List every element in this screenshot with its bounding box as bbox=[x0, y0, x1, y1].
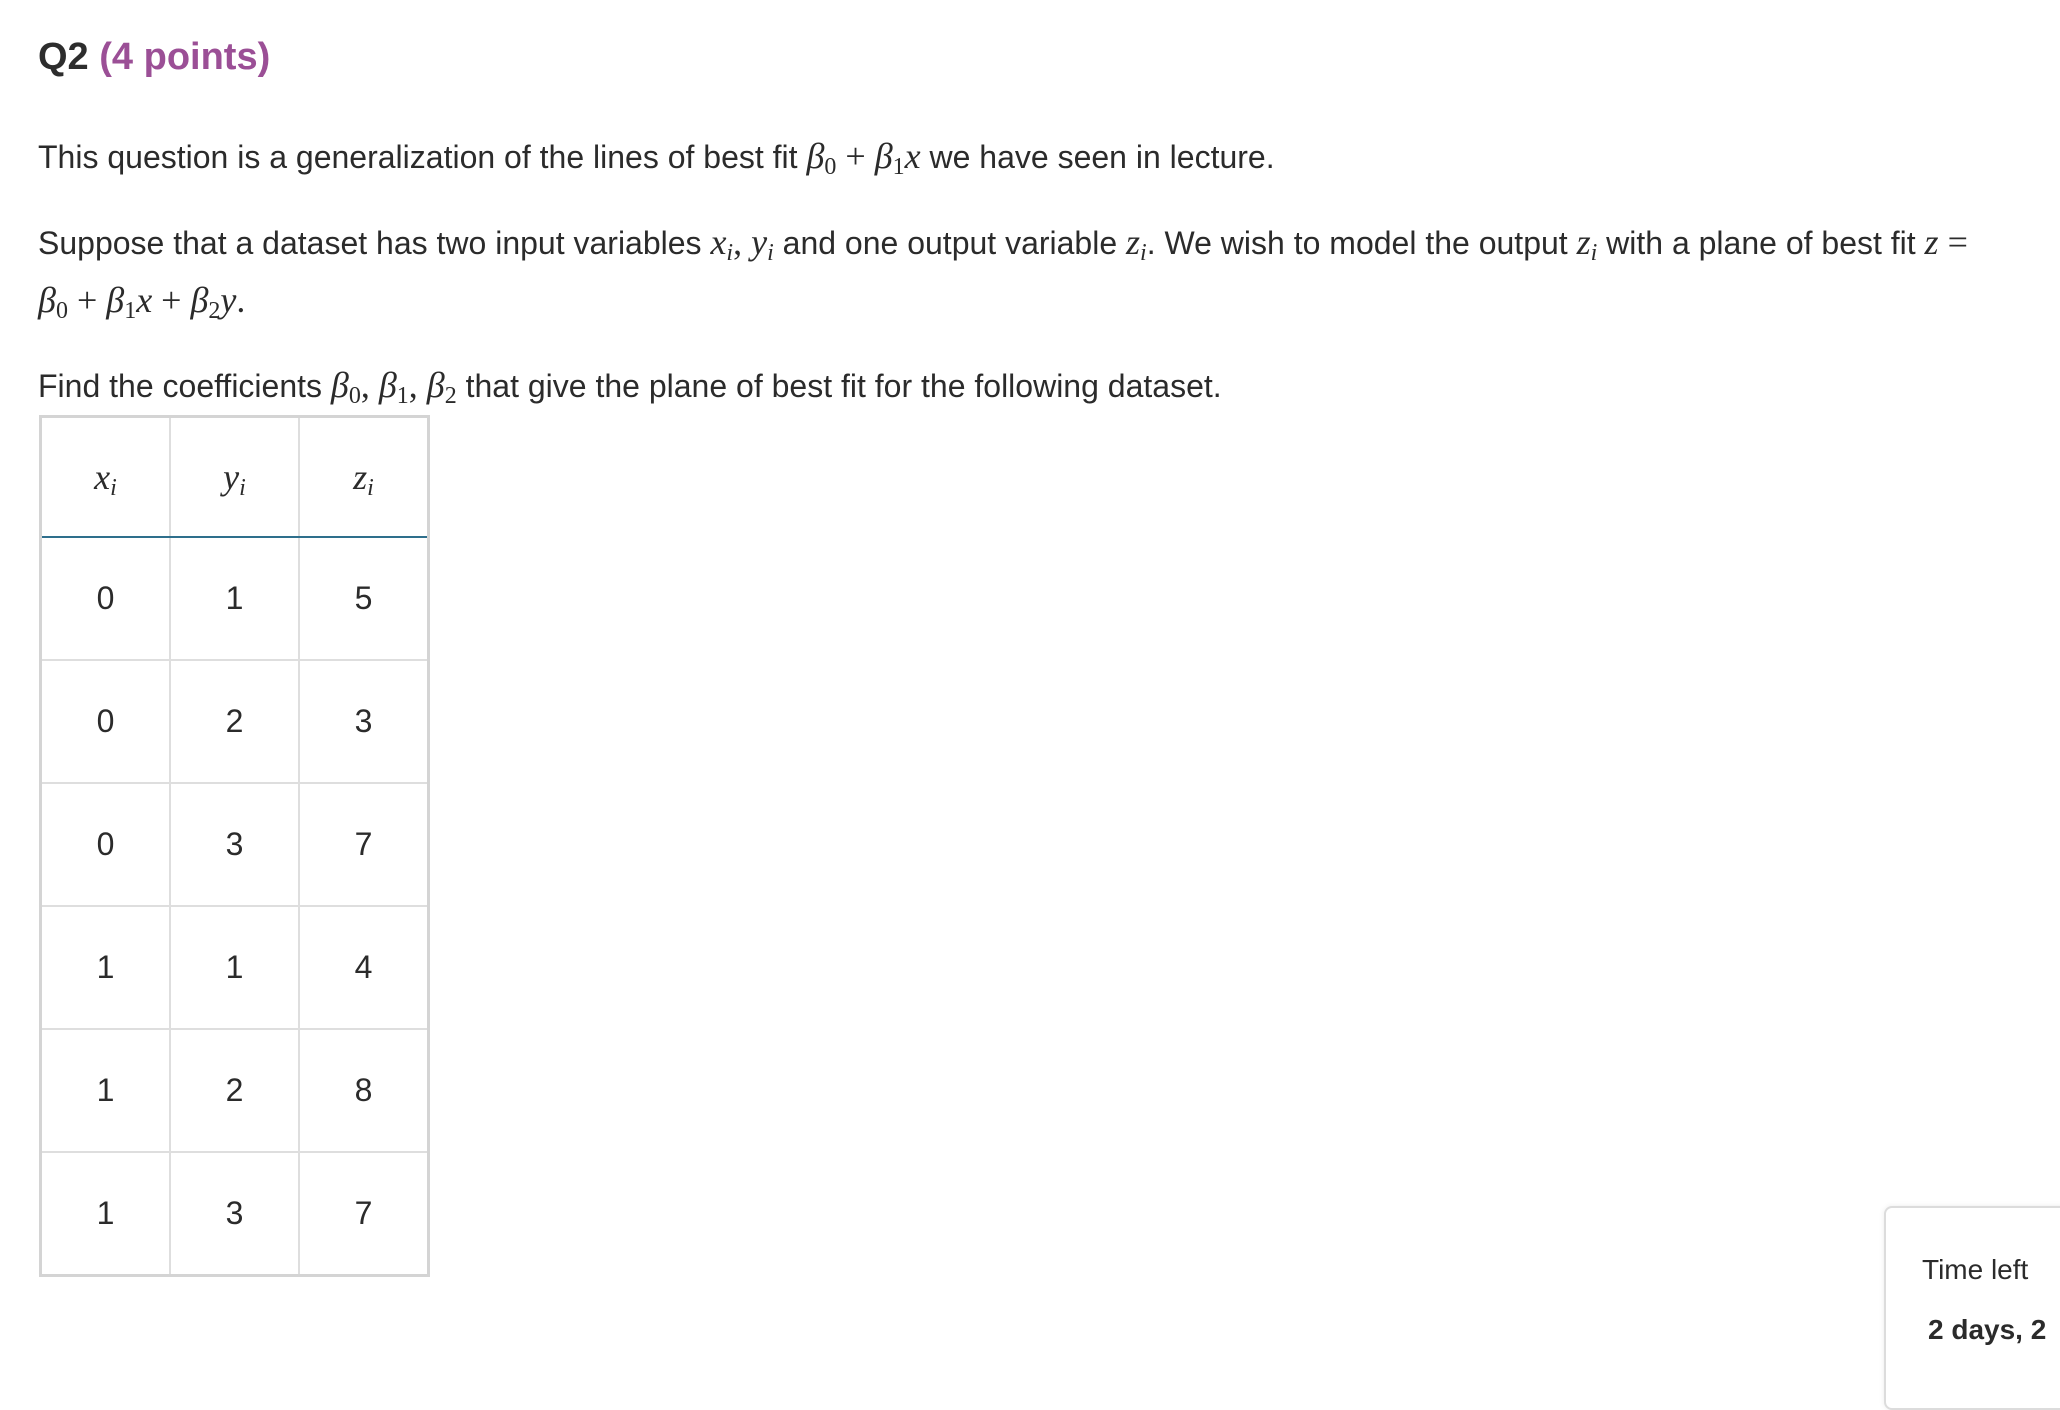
question-intro-paragraph bbox=[38, 128, 1998, 186]
table-cell: 1 bbox=[41, 1029, 171, 1152]
table-cell: 8 bbox=[299, 1029, 429, 1152]
table-cell: 1 bbox=[170, 537, 299, 660]
task-text: Find the coefficients bbox=[38, 368, 323, 404]
setup-text-1: Suppose that a dataset has two input variables bbox=[38, 225, 702, 261]
table-cell: 3 bbox=[170, 783, 299, 906]
setup-text-2: and one output variable bbox=[782, 225, 1118, 261]
question-title bbox=[38, 36, 270, 79]
time-left-value: 2 days, 2 bbox=[1928, 1314, 2047, 1345]
table-cell: 0 bbox=[41, 783, 171, 906]
table-cell: 2 bbox=[170, 660, 299, 783]
table-cell: 1 bbox=[170, 906, 299, 1029]
table-row bbox=[41, 1029, 429, 1152]
output-variable-formula-2: $z_i$ bbox=[1576, 222, 1598, 266]
table-cell: 0 bbox=[41, 537, 171, 660]
setup-text-3: . We wish to model the output bbox=[1146, 225, 1568, 261]
table-cell: 2 bbox=[170, 1029, 299, 1152]
table-cell: 1 bbox=[41, 1152, 171, 1276]
header-y-i: $y_i$ bbox=[170, 417, 299, 538]
header-z-i: $z_i$ bbox=[299, 417, 429, 538]
question-points: (4 points) bbox=[99, 36, 271, 78]
intro-text: This question is a generalization of the lines of best fit bbox=[38, 139, 798, 175]
plane-model-formula: $z = \beta_0 + \beta_1x + \beta_2y$. bbox=[38, 222, 1968, 324]
table-cell: 7 bbox=[299, 1152, 429, 1276]
table-row bbox=[41, 660, 429, 783]
question-label: Q2 bbox=[38, 36, 89, 78]
table-row bbox=[41, 906, 429, 1029]
question-setup-paragraph bbox=[38, 214, 1998, 330]
dataset-table bbox=[39, 415, 430, 1277]
question-task-paragraph bbox=[38, 357, 1998, 415]
table-cell: 3 bbox=[170, 1152, 299, 1276]
table-row bbox=[41, 537, 429, 660]
task-text-end: that give the plane of best fit for the following dataset. bbox=[465, 368, 1222, 404]
table-header-row bbox=[41, 417, 429, 538]
time-left-label: Time left bbox=[1922, 1254, 2029, 1285]
time-left-panel[interactable] bbox=[1884, 1206, 2060, 1410]
table-cell: 1 bbox=[41, 906, 171, 1029]
header-x-i: $x_i$ bbox=[41, 417, 171, 538]
table-cell: 5 bbox=[299, 537, 429, 660]
intro-text-end: we have seen in lecture. bbox=[929, 139, 1275, 175]
table-row bbox=[41, 1152, 429, 1276]
table-cell: 3 bbox=[299, 660, 429, 783]
output-variable-formula: $z_i$ bbox=[1126, 222, 1147, 266]
table-cell: 0 bbox=[41, 660, 171, 783]
setup-text-4: with a plane of best fit bbox=[1606, 225, 1916, 261]
table-row bbox=[41, 783, 429, 906]
input-variables-formula: $x_i$, $y_i$ bbox=[710, 222, 774, 266]
table-cell: 7 bbox=[299, 783, 429, 906]
coefficients-formula: $\beta_0$, $\beta_1$, $\beta_2$ bbox=[330, 365, 457, 409]
table-cell: 4 bbox=[299, 906, 429, 1029]
line-model-formula: $\beta_0 + \beta_1x$ bbox=[806, 136, 921, 180]
